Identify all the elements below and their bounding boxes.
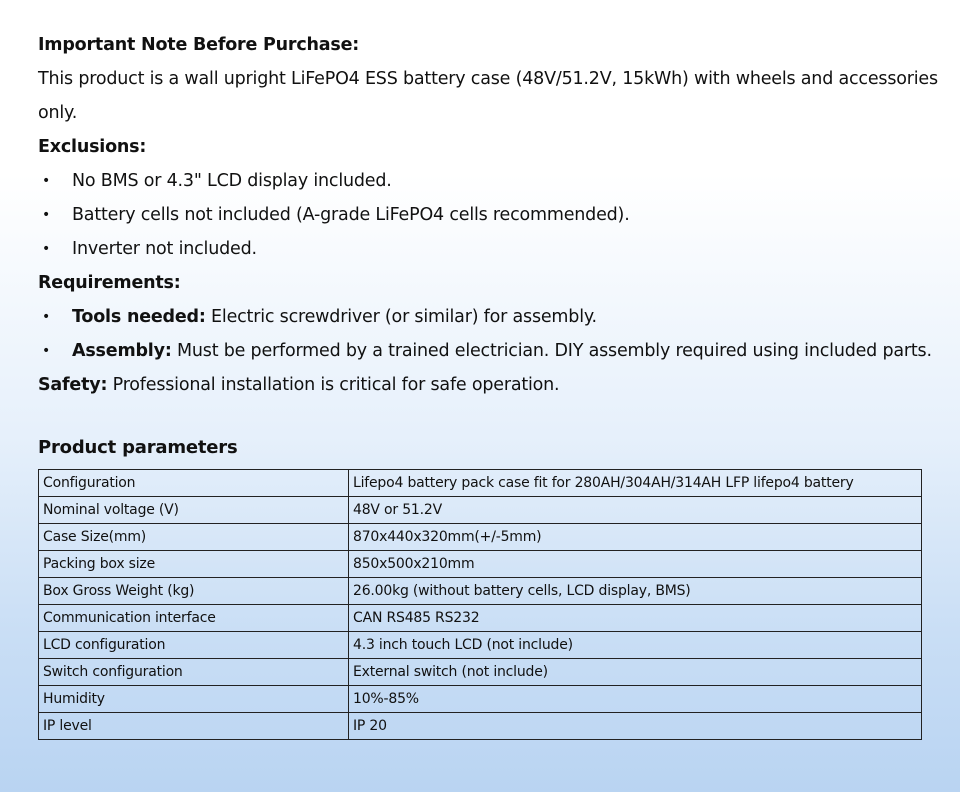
bullet-icon: • [42, 173, 51, 189]
exclusion-text: Inverter not included. [72, 239, 257, 259]
note-heading: Important Note Before Purchase: [38, 35, 360, 55]
requirement-label: Tools needed: [72, 307, 206, 327]
exclusions-heading: Exclusions: [38, 137, 147, 157]
safety-label: Safety: [38, 375, 108, 395]
params-title: Product parameters [38, 437, 238, 458]
table-row [39, 551, 922, 578]
table-row [39, 686, 922, 713]
param-key: Humidity [39, 686, 349, 713]
param-value: CAN RS485 RS232 [349, 605, 922, 632]
list-item [38, 198, 938, 232]
requirements-heading: Requirements: [38, 273, 181, 293]
param-key: Packing box size [39, 551, 349, 578]
bullet-icon: • [42, 207, 51, 223]
param-key: Configuration [39, 470, 349, 497]
requirement-label: Assembly: [72, 341, 172, 361]
table-row [39, 578, 922, 605]
param-value: 10%-85% [349, 686, 922, 713]
table-row [39, 632, 922, 659]
param-value: IP 20 [349, 713, 922, 740]
param-value: 48V or 51.2V [349, 497, 922, 524]
note-description-line1: This product is a wall upright LiFePO4 ESS battery case (48V/51.2V, 15kWh) with wheels and accessories [38, 69, 938, 89]
bullet-icon: • [42, 343, 51, 359]
list-item [38, 334, 938, 368]
bullet-icon: • [42, 309, 51, 325]
param-key: Communication interface [39, 605, 349, 632]
table-row [39, 713, 922, 740]
param-value: 26.00kg (without battery cells, LCD display, BMS) [349, 578, 922, 605]
purchase-note [38, 28, 938, 402]
params-table [38, 469, 922, 740]
table-row [39, 470, 922, 497]
param-key: Box Gross Weight (kg) [39, 578, 349, 605]
bullet-icon: • [42, 241, 51, 257]
param-value: Lifepo4 battery pack case fit for 280AH/304AH/314AH LFP lifepo4 battery [349, 470, 922, 497]
param-value: 4.3 inch touch LCD (not include) [349, 632, 922, 659]
table-row [39, 605, 922, 632]
param-value: External switch (not include) [349, 659, 922, 686]
param-key: Case Size(mm) [39, 524, 349, 551]
exclusion-text: No BMS or 4.3" LCD display included. [72, 171, 392, 191]
table-row [39, 524, 922, 551]
table-row [39, 497, 922, 524]
param-key: LCD configuration [39, 632, 349, 659]
requirement-text: Electric screwdriver (or similar) for assembly. [205, 307, 597, 327]
list-item [38, 300, 938, 334]
param-key: IP level [39, 713, 349, 740]
exclusion-text: Battery cells not included (A-grade LiFePO4 cells recommended). [72, 205, 630, 225]
list-item [38, 232, 938, 266]
safety-text: Professional installation is critical for safe operation. [107, 375, 560, 395]
table-row [39, 659, 922, 686]
requirement-text: Must be performed by a trained electrician. DIY assembly required using included parts. [171, 341, 932, 361]
param-key: Switch configuration [39, 659, 349, 686]
list-item [38, 164, 938, 198]
note-description-line2: only. [38, 103, 78, 123]
param-key: Nominal voltage (V) [39, 497, 349, 524]
param-value: 870x440x320mm(+/-5mm) [349, 524, 922, 551]
param-value: 850x500x210mm [349, 551, 922, 578]
safety-note [38, 368, 938, 402]
